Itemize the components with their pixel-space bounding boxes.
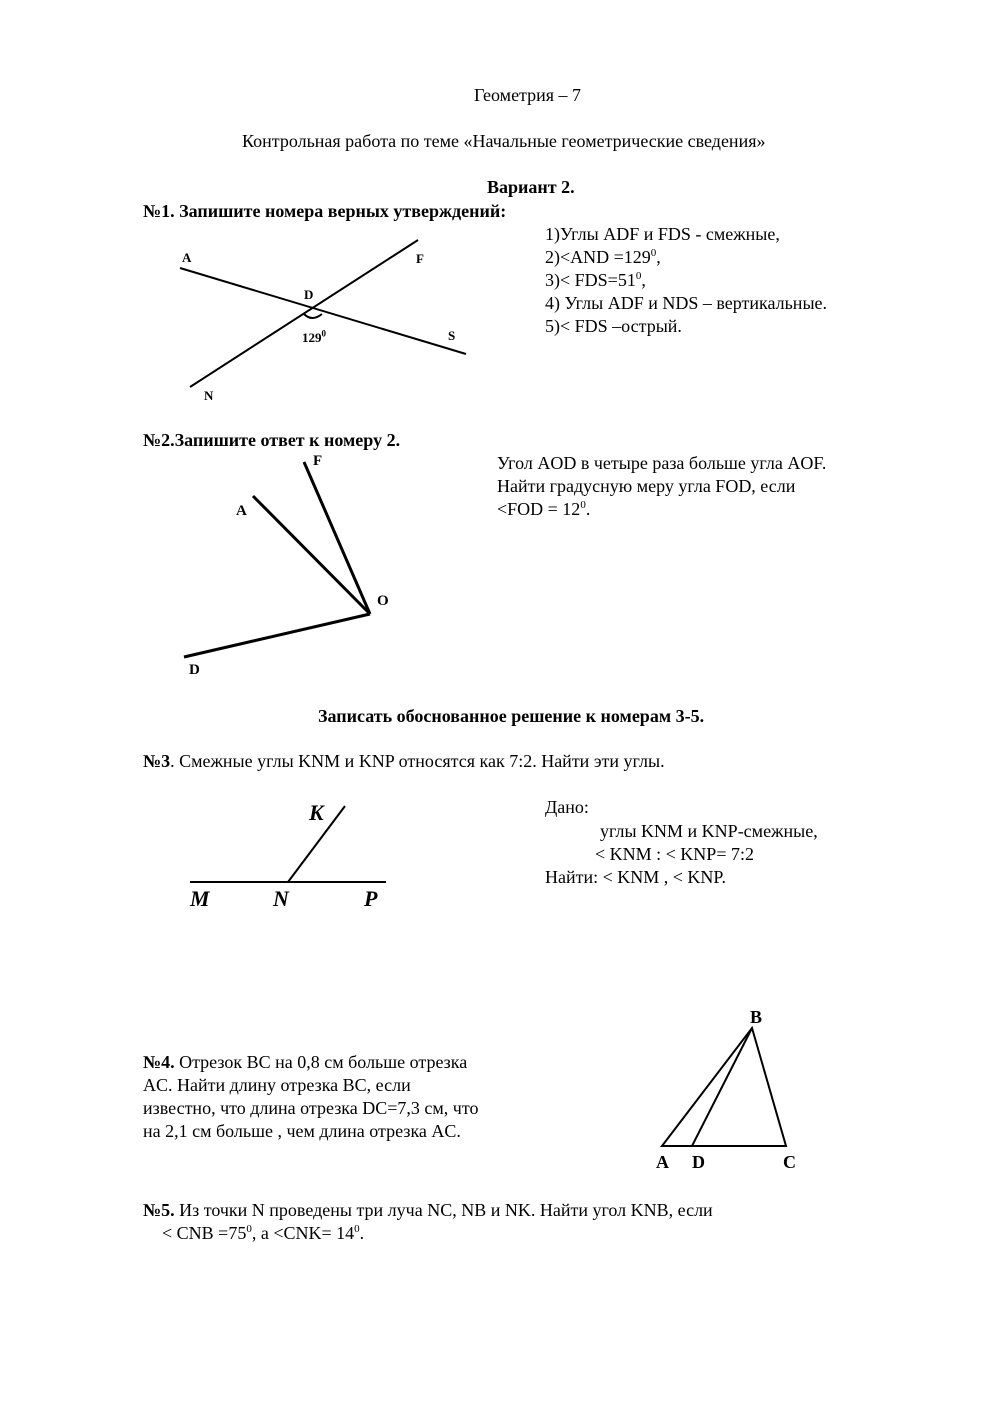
- label-n: N: [204, 388, 214, 403]
- task2-line-2: Найти градусную меру угла FOD, если: [497, 476, 796, 496]
- label-p: P: [364, 886, 378, 911]
- task4-line-4: на 2,1 см больше , чем длина отрезка AC.: [143, 1121, 461, 1141]
- task4-line-1: №4. Отрезок BC на 0,8 см больше отрезка: [143, 1052, 468, 1072]
- segment-bd: [692, 1028, 752, 1146]
- task4-line-2: AC. Найти длину отрезка BC, если: [143, 1075, 411, 1095]
- label-f: F: [416, 251, 424, 266]
- label-d2: D: [189, 662, 200, 678]
- label-a: A: [182, 250, 192, 265]
- statement-5: 5)< FDS –острый.: [545, 316, 682, 336]
- task5-line-1: №5. Из точки N проведены три луча NC, NB и NK. Найти угол KNB, если: [143, 1200, 713, 1220]
- find-text: Найти: < KNM , < KNP.: [545, 867, 726, 887]
- label-m: M: [190, 886, 210, 911]
- angle-label: $129^0$: [302, 328, 326, 345]
- triangle-abc: [662, 1028, 786, 1146]
- label-f2: F: [313, 453, 323, 469]
- label-a4: A: [656, 1152, 669, 1172]
- label-c: C: [783, 1152, 796, 1172]
- task1-heading: №1. Запишите номера верных утверждений:: [143, 201, 507, 221]
- task2-heading: №2.Запишите ответ к номеру 2.: [143, 430, 401, 450]
- label-o: O: [377, 593, 389, 609]
- given-label: Дано:: [545, 797, 589, 817]
- given-1: углы KNM и KNP-смежные,: [600, 821, 818, 841]
- page-title: Геометрия – 7: [474, 85, 582, 105]
- task2-line-1: Угол AOD в четыре раза больше угла AOF.: [497, 453, 827, 473]
- statement-2: $2)<AND =129^0$,: [545, 247, 661, 267]
- ray-oa: [253, 496, 370, 614]
- variant-heading: Вариант 2.: [487, 177, 575, 197]
- statement-4: 4) Углы ADF и NDS – вертикальные.: [545, 293, 828, 313]
- angle-arc: [304, 314, 322, 318]
- label-s: S: [448, 328, 456, 343]
- ray-od: [184, 614, 370, 657]
- label-a2: A: [236, 503, 247, 519]
- statement-3: $3)< FDS=51^0$,: [545, 270, 646, 290]
- task3-text: №3. Смежные углы KNM и KNP относятся как 7:2. Найти эти углы.: [143, 751, 665, 771]
- ray-of: [304, 462, 370, 614]
- task4-line-3: известно, что длина отрезка DC=7,3 см, что: [143, 1098, 479, 1118]
- page-subtitle: Контрольная работа по теме «Начальные геометрические сведения»: [242, 131, 766, 151]
- label-d4: D: [692, 1152, 705, 1172]
- label-d: D: [304, 287, 314, 302]
- line-nf: [190, 240, 418, 387]
- label-k: K: [309, 800, 324, 825]
- given-2: < KNM : < KNP= 7:2: [595, 844, 754, 864]
- label-b: B: [750, 1007, 763, 1027]
- task5-line-2: < CNB $=75^0$, $а <CNK= 14^0$.: [162, 1223, 365, 1243]
- statement-1: 1)Углы ADF и FDS - смежные,: [545, 224, 780, 244]
- task2-line-3: $<FOD = 12^0$.: [497, 499, 591, 519]
- instruction: Записать обоснованное решение к номерам 3-5.: [318, 706, 705, 726]
- label-n3: N: [273, 886, 289, 911]
